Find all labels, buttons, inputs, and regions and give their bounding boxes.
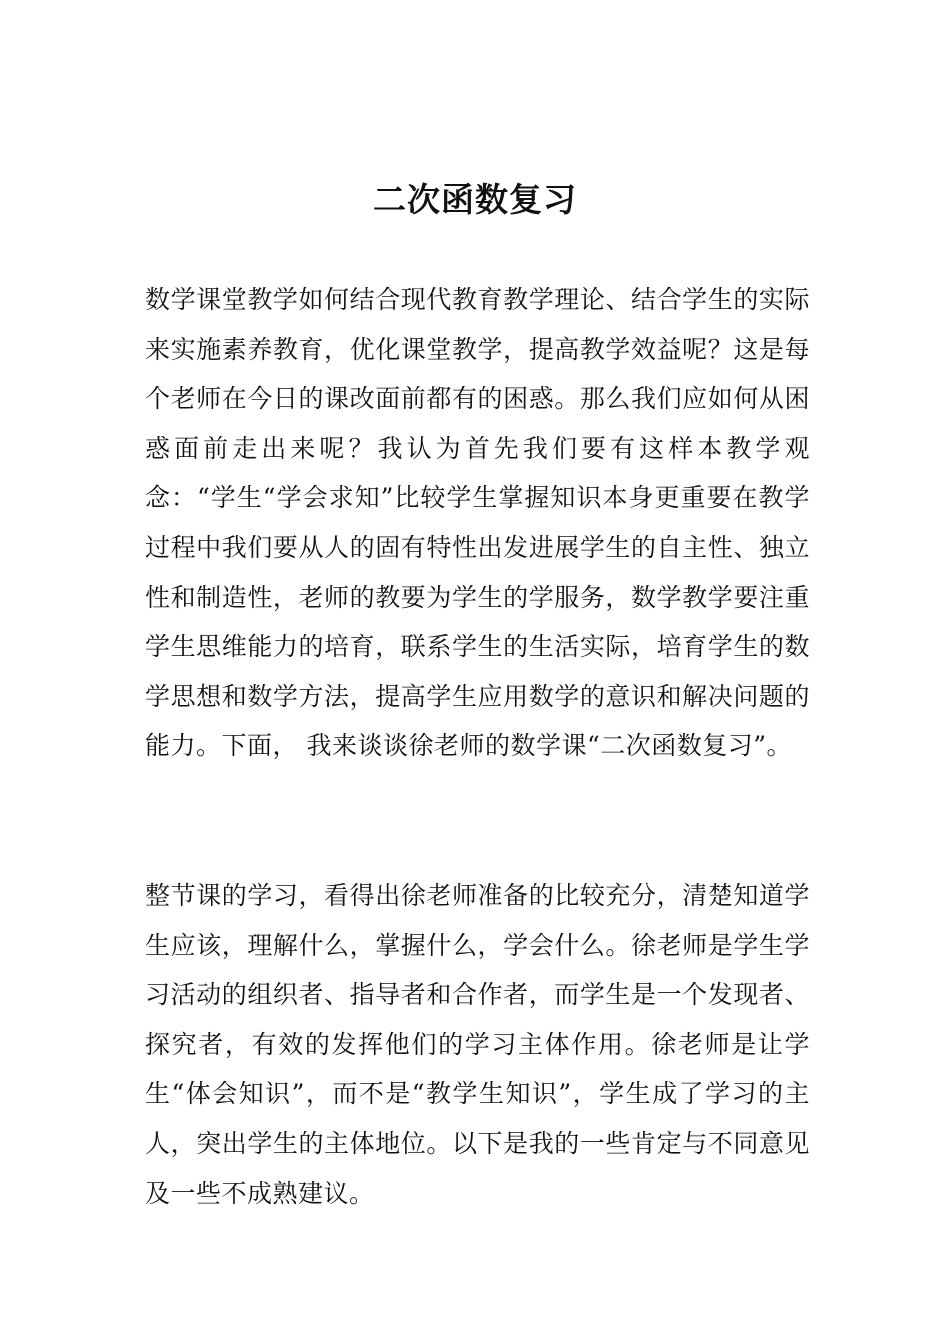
body-paragraph-1: 数学课堂教学如何结合现代教育教学理论、结合学生的实际来实施素养教育，优化课堂教学，提高教学效益呢？这是每个老师在今日的课改面前都有的困惑。那么我们应如何从困惑面前走出来呢？我认为首先我们要有这样本教学观念：“学生“学会求知”比较学生掌握知识本身更重要在教学过程中我们要从人的固有特性出发进展学生的自主性、独立性和制造性，老师的教要为学生的学服务，数学教学要注重学生思维能力的培育，联系学生的生活实际，培育学生的数学思想和数学方法，提高学生应用数学的意识和解决问题的能力。下面， 我来谈谈徐老师的数学课“二次函数复习”。 bbox=[145, 285, 810, 761]
body-paragraph-2: 整节课的学习，看得出徐老师准备的比较充分，清楚知道学生应该，理解什么，掌握什么，学会什么。徐老师是学生学习活动的组织者、指导者和合作者，而学生是一个发现者、探究者，有效的发挥他们的学习主体作用。徐老师是让学生“体会知识”，而不是“教学生知识”，学生成了学习的主人，突出学生的主体地位。以下是我的一些肯定与不同意见及一些不成熟建议。 bbox=[145, 881, 810, 1208]
document-title: 二次函数复习 bbox=[373, 180, 577, 219]
